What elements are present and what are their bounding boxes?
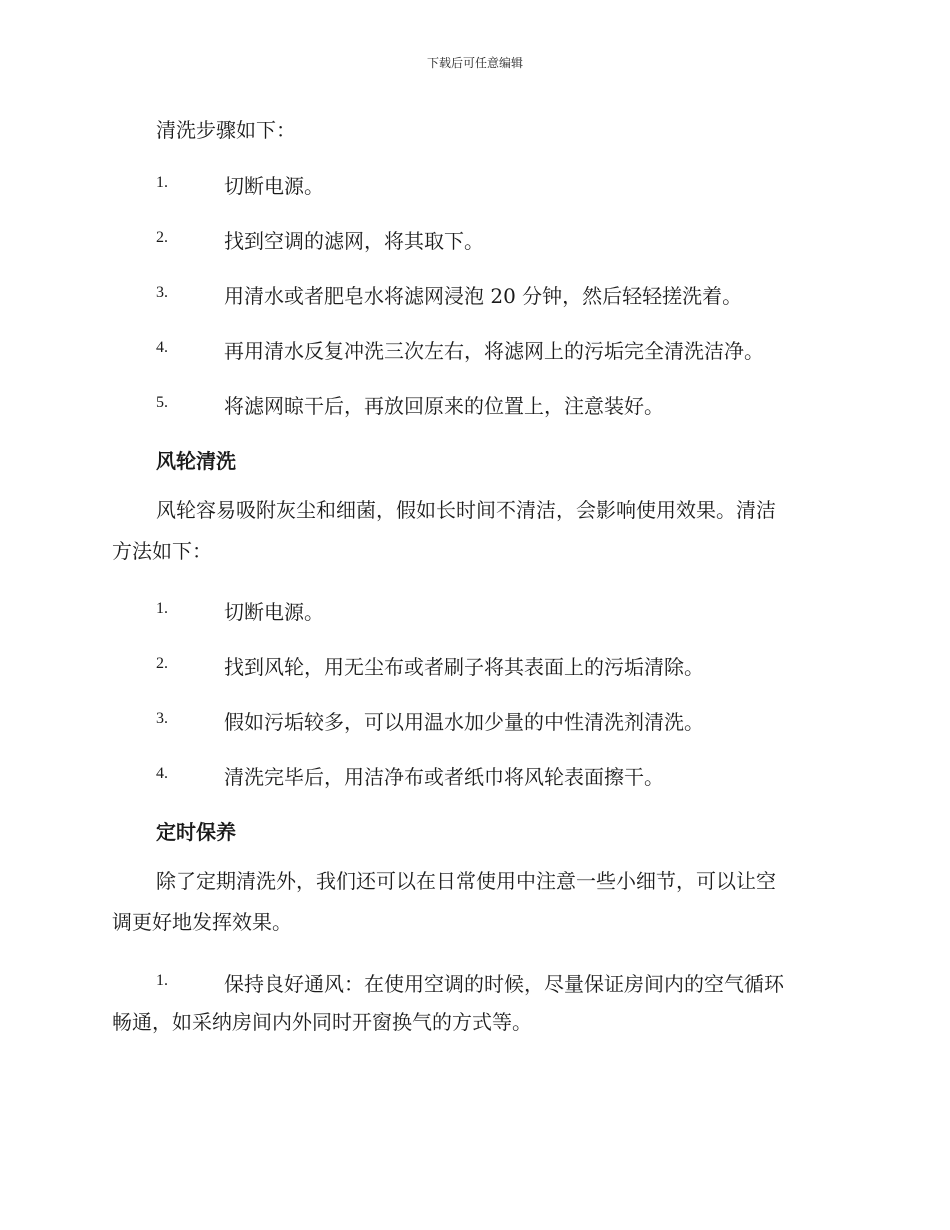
list-item-number: 1. (156, 972, 168, 989)
section2-paragraph (112, 490, 832, 572)
list-item-number: 3. (156, 710, 168, 727)
list-item-number: 1. (156, 174, 168, 191)
list-item-number: 2. (156, 655, 168, 672)
list-item-text: 将滤网晾干后，再放回原来的位置上，注意装好。 (224, 394, 664, 418)
list-item-number: 5. (156, 394, 168, 411)
list-item-number: 2. (156, 229, 168, 246)
list-item-text: 清洗完毕后，用洁净布或者纸巾将风轮表面擦干。 (224, 765, 664, 789)
list-item-text: 假如污垢较多，可以用温水加少量的中性清洗剂清洗。 (224, 710, 704, 734)
list-item-number: 4. (156, 765, 168, 782)
list-item-text: 找到空调的滤网，将其取下。 (224, 229, 484, 253)
list-item-text: 找到风轮，用无尘布或者刷子将其表面上的污垢清除。 (224, 655, 704, 679)
section1-intro: 清洗步骤如下： (156, 118, 296, 142)
section3-paragraph (112, 861, 832, 943)
list-item-text: 切断电源。 (224, 600, 324, 624)
paragraph-line: 畅通，如采纳房间内外同时开窗换气的方式等。 (112, 1010, 532, 1034)
list-item-number: 1. (156, 600, 168, 617)
list-item-text: 用清水或者肥皂水将滤网浸泡 20 分钟，然后轻轻搓洗着。 (224, 284, 743, 308)
list-item-text: 再用清水反复冲洗三次左右，将滤网上的污垢完全清洗洁净。 (224, 339, 764, 363)
page-header: 下载后可任意编辑 (426, 56, 523, 70)
paragraph-line: 风轮容易吸附灰尘和细菌，假如长时间不清洁，会影响使用效果。清洁 (156, 498, 776, 522)
list-item-text: 切断电源。 (224, 174, 324, 198)
list-item-text: 保持良好通风：在使用空调的时候，尽量保证房间内的空气循环 (224, 972, 784, 996)
section-heading: 风轮清洗 (156, 449, 236, 473)
list-item-number: 4. (156, 339, 168, 356)
list-item-number: 3. (156, 284, 168, 301)
paragraph-line: 除了定期清洗外，我们还可以在日常使用中注意一些小细节，可以让空 (156, 869, 776, 893)
list-item-continuation (112, 1002, 832, 1043)
section-heading: 定时保养 (156, 820, 236, 844)
paragraph-line: 方法如下： (112, 539, 212, 563)
paragraph-line: 调更好地发挥效果。 (112, 910, 292, 934)
